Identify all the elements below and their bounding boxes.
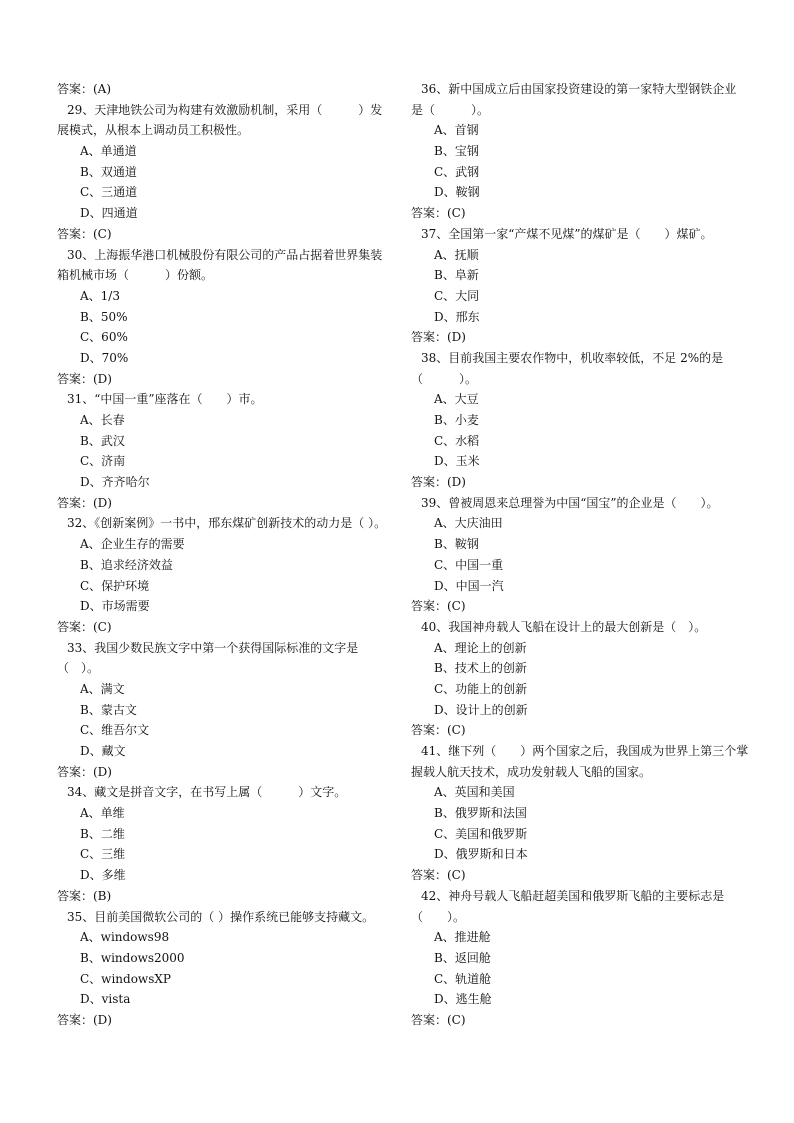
question-text: 31、“中国一重”座落在（ ）市。: [67, 392, 263, 407]
answer-option: A、英国和美国: [434, 785, 515, 800]
answer-key: 答案：(D): [57, 371, 112, 386]
question-text: 40、我国神舟载人飞船在设计上的最大创新是（ ）。: [421, 619, 707, 634]
answer-key: 答案：(C): [57, 226, 112, 241]
question-text-continued: （ ）。: [411, 371, 478, 386]
answer-option: B、追求经济效益: [80, 557, 173, 572]
answer-option: C、武钢: [434, 164, 480, 179]
answer-option: B、武汉: [80, 433, 125, 448]
answer-option: B、二维: [80, 826, 125, 841]
answer-option: A、长春: [80, 413, 125, 427]
answer-option: D、鞍钢: [434, 185, 480, 200]
answer-option: C、济南: [80, 454, 126, 469]
answer-option: C、保护环境: [80, 578, 150, 593]
answer-option: A、大豆: [434, 392, 479, 407]
question-text-continued: 是（ ）。: [411, 102, 490, 117]
answer-option: B、阜新: [434, 268, 479, 283]
question-text: 41、继下列（ ）两个国家之后，我国成为世界上第三个掌: [421, 744, 749, 758]
question-text: 33、我国少数民族文字中第一个获得国际标准的文字是: [67, 640, 359, 655]
question-text: 34、藏文是拼音文字，在书写上属（ ）文字。: [67, 785, 347, 800]
answer-option: C、维吾尔文: [80, 723, 150, 738]
answer-key: 答案：(A): [57, 82, 112, 96]
answer-option: C、水稻: [434, 433, 480, 448]
question-text-continued: （ ）。: [57, 661, 100, 676]
answer-option: D、邢东: [434, 309, 480, 324]
answer-key: 答案：(C): [411, 723, 466, 738]
question-text: 37、全国第一家“产煤不见煤”的煤矿是（ ）煤矿。: [421, 226, 713, 241]
answer-key: 答案：(D): [57, 495, 112, 510]
answer-option: B、技术上的创新: [434, 661, 527, 676]
answer-option: B、小麦: [434, 413, 479, 427]
left-column: [57, 79, 389, 1031]
answer-option: D、设计上的创新: [434, 702, 528, 717]
answer-key: 答案：(D): [57, 764, 112, 779]
answer-option: A、首钢: [434, 123, 479, 138]
answer-option: C、60%: [80, 330, 128, 345]
answer-option: D、玉米: [434, 454, 480, 469]
answer-option: A、1/3: [80, 288, 120, 303]
answer-key: 答案：(D): [411, 330, 466, 345]
answer-option: D、中国一汽: [434, 578, 504, 593]
answer-option: C、美国和俄罗斯: [434, 826, 528, 841]
answer-option: C、windowsXP: [80, 971, 171, 986]
answer-option: B、windows2000: [80, 950, 185, 965]
answer-option: B、50%: [80, 309, 128, 324]
answer-option: A、理论上的创新: [434, 640, 527, 655]
answer-option: D、逃生舱: [434, 992, 492, 1007]
answer-key: 答案：(B): [57, 888, 112, 903]
answer-option: A、windows98: [80, 930, 170, 945]
answer-option: A、满文: [80, 681, 125, 696]
question-text-continued: 展模式，从根本上调动员工积极性。: [57, 123, 250, 138]
answer-option: C、中国一重: [434, 557, 504, 572]
question-text: 39、曾被周恩来总理誉为中国“国宝”的企业是（ ）。: [421, 495, 719, 510]
answer-option: A、大庆油田: [434, 516, 503, 531]
answer-option: D、市场需要: [80, 599, 150, 614]
question-text: 30、上海振华港口机械股份有限公司的产品占据着世界集装: [67, 247, 383, 262]
answer-key: 答案：(C): [411, 599, 466, 614]
answer-option: D、齐齐哈尔: [80, 475, 150, 490]
answer-key: 答案：(D): [57, 1012, 112, 1027]
answer-option: A、单维: [80, 806, 125, 821]
question-text: 42、神舟号载人飞船赶超美国和俄罗斯飞船的主要标志是: [421, 888, 725, 903]
question-text: 32、《创新案例》一书中，邢东煤矿创新技术的动力是（ ）。: [67, 516, 387, 531]
answer-option: C、轨道舱: [434, 971, 492, 986]
answer-option: C、功能上的创新: [434, 681, 528, 696]
question-text: 36、新中国成立后由国家投资建设的第一家特大型钢铁企业: [421, 82, 737, 96]
answer-option: C、三通道: [80, 185, 138, 200]
answer-key: 答案：(C): [411, 868, 466, 883]
answer-option: B、鞍钢: [434, 537, 479, 552]
answer-option: A、抚顺: [434, 247, 479, 262]
answer-option: D、藏文: [80, 744, 126, 758]
answer-option: A、单通道: [80, 144, 137, 159]
answer-option: B、蒙古文: [80, 702, 137, 717]
question-text-continued: 箱机械市场（ ）份额。: [57, 268, 214, 283]
question-text: 29、天津地铁公司为构建有效激励机制，采用（ ）发: [67, 102, 383, 117]
answer-key: 答案：(C): [411, 1012, 466, 1027]
answer-option: D、俄罗斯和日本: [434, 847, 528, 862]
answer-option: D、四通道: [80, 206, 138, 221]
right-column: [411, 79, 749, 1031]
answer-option: D、多维: [80, 868, 126, 883]
answer-option: C、大同: [434, 288, 480, 303]
answer-option: B、宝钢: [434, 144, 479, 159]
answer-key: 答案：(C): [57, 619, 112, 634]
question-text-continued: （ ）。: [411, 909, 466, 924]
answer-key: 答案：(C): [411, 206, 466, 221]
answer-option: A、企业生存的需要: [80, 537, 185, 552]
question-text: 38、目前我国主要农作物中，机收率较低，不足 2%的是: [421, 350, 724, 365]
question-text-continued: 握载人航天技术，成功发射载人飞船的国家。: [411, 764, 652, 779]
answer-option: A、推进舱: [434, 930, 491, 945]
answer-option: C、三维: [80, 847, 126, 862]
answer-option: D、70%: [80, 350, 129, 365]
answer-option: B、双通道: [80, 164, 137, 179]
answer-option: B、俄罗斯和法国: [434, 806, 527, 821]
answer-option: B、返回舱: [434, 950, 491, 965]
answer-key: 答案：(D): [411, 475, 466, 490]
question-text: 35、目前美国微软公司的（ ）操作系统已能够支持藏文。: [67, 909, 375, 924]
answer-option: D、vista: [80, 992, 131, 1007]
